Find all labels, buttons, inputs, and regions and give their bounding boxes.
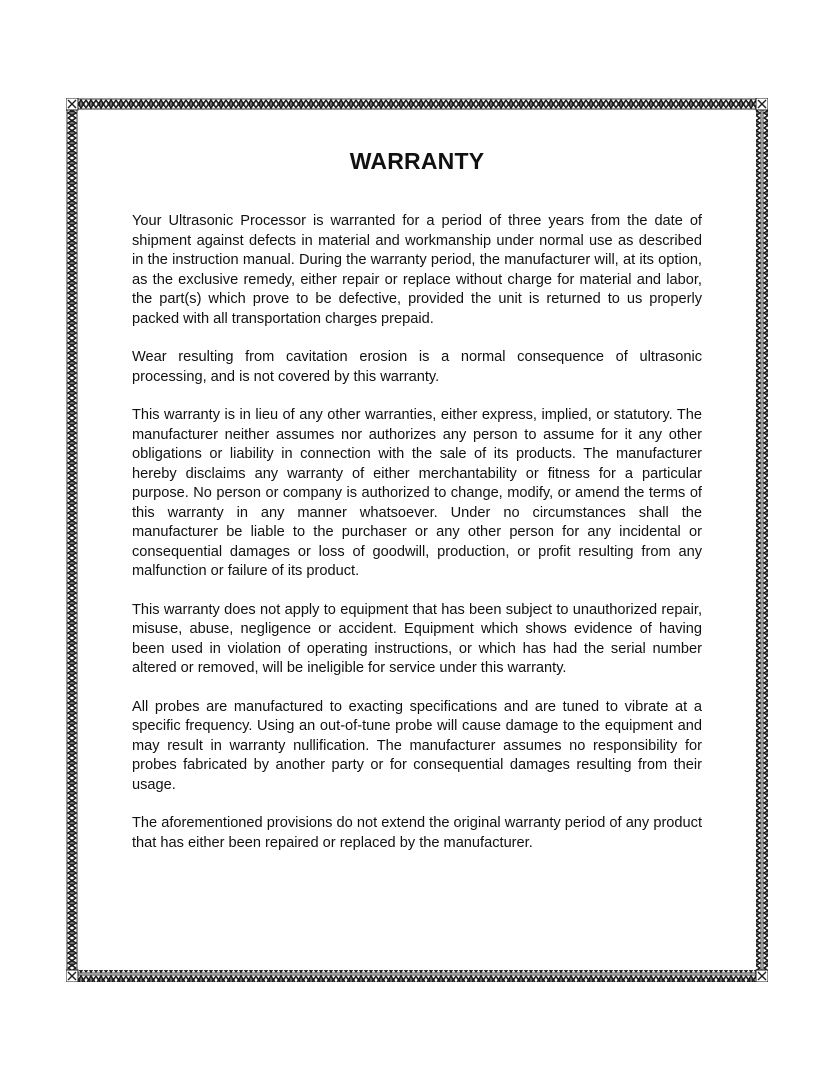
paragraph-warranty-period: Your Ultrasonic Processor is warranted for a period of three years from the date of shipment against defects in material and workmanship under normal use as described in the instruction manual. During the warranty period, the manufacturer will, at its option, as the exclusive remedy, either repair or replace without charge for material and labor, the part(s) which prove to be defective, provided the unit is returned to us properly packed with all transportation charges prepaid. [132, 213, 702, 327]
paragraph-lieu-of-warranties: This warranty is in lieu of any other warranties, either express, implied, or statutory. The manufacturer neither assumes nor authorizes any person to assume for it any other obligations or liability in connection with the sale of its products. The manufacturer hereby disclaims any warranty of either merchantability or fitness for a particular purpose. No person or company is authorized to change, modify, or amend the terms of this warranty in any manner whatsoever. Under no circumstances shall the manufacturer be liable to the purchaser or any other person for any incidental or consequential damages or loss of goodwill, production, or profit resulting from any malfunction or failure of its product. [132, 407, 702, 579]
paragraph-cavitation-erosion: Wear resulting from cavitation erosion is a normal consequence of ultrasonic processing, and is not covered by this warranty. [132, 349, 702, 385]
paragraph-probes: All probes are manufactured to exacting specifications and are tuned to vibrate at a specific frequency. Using an out-of-tune probe will cause damage to the equipment and may result in warranty nullification. The manufacturer assumes no responsibility for probes fabricated by another party or for consequential damages resulting from their usage. [132, 698, 702, 793]
warranty-content [132, 146, 702, 872]
paragraph-exclusions: This warranty does not apply to equipment that has been subject to unauthorized repair, misuse, abuse, negligence or accident. Equipment which shows evidence of having been used in violation of operating instructions, or which has had the serial number altered or removed, will be ineligible for service under this warranty. [132, 601, 702, 676]
decorative-border-frame [66, 98, 768, 982]
page-title: WARRANTY [349, 148, 485, 174]
paragraph-provisions: The aforementioned provisions do not extend the original warranty period of any product that has either been repaired or replaced by the manufacturer. [132, 815, 702, 851]
